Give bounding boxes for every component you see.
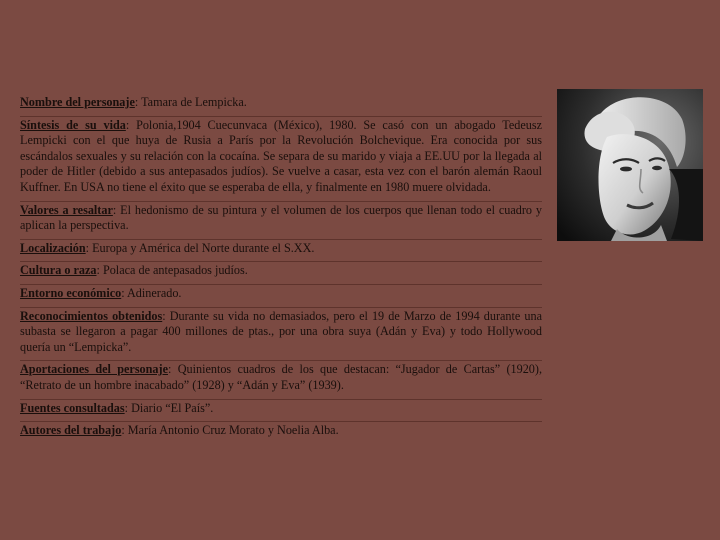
entry-text: El hedonismo de su pintura y el volumen de los cuerpos que llenan todo el cuadro y aplican la perspectiva. [20,202,543,233]
entry-valores: Valores a resaltar: El hedonismo de su pintura y el volumen de los cuerpos que llenan todo el cuadro y aplican la perspectiva. [20,202,543,233]
portrait-photo [557,89,703,241]
entry-label: Reconocimientos obtenidos [20,308,163,323]
content-block [20,95,542,444]
entry-sintesis: Síntesis de su vida: Polonia,1904 Cuecunvaca (México), 1980. Se casó con un abogado Tedeusz Lempicki con el que huya de Rusia a París por la Revolución Bolchevique. Era conocida por sus escándalos sexuales y su relación con la cocaína. Se separa de su marido y viaja a EE.UU por la llegada al poder de Hitler (debido a sus antepasados judíos). Se vuelve a casar, esta vez con el barón alemán Raoul Kuffner. En USA no tiene el éxito que se esperaba de ella, y finalmente en 1980 muere olvidada. [20,117,543,194]
entry-entorno: Entorno económico: Adinerado. [20,284,542,302]
entry-text: María Antonio Cruz Morato y Noelia Alba. [127,423,339,438]
entry-text: Durante su vida no demasiados, pero el 19 de Marzo de 1994 durante una subasta se llegaron a pagar 400 millones de ptas., por una obra suya (Adán y Eva) y todo Hollywood quería un “Lempicka”. [20,308,543,354]
entry-label: Nombre del personaje [20,95,135,109]
entry-label: Autores del trabajo [20,423,122,438]
entry-nombre: Nombre del personaje: Tamara de Lempicka. [20,95,247,109]
entry-label: Fuentes consultadas [20,400,125,415]
entry-localizacion: Localización: Europa y América del Norte durante el S.XX. [20,239,542,257]
entry-label: Localización [20,240,86,255]
portrait-image [557,89,703,241]
entry-fuentes: Fuentes consultadas: Diario “El País”. [20,399,542,417]
entry-text: Tamara de Lempicka. [141,95,247,109]
entry-text: Europa y América del Norte durante el S.XX. [92,240,315,255]
entry-text: Polaca de antepasados judíos. [102,263,248,278]
entry-label: Aportaciones del personaje [20,362,168,377]
entry-autores: Autores del trabajo: María Antonio Cruz Morato y Noelia Alba. [20,421,542,439]
entry-text: Polonia,1904 Cuecunvaca (México), 1980. Se casó con un abogado Tedeusz Lempicki con el que huya de Rusia a París por la Revolución Bolchevique. Era conocida por sus escándalos sexuales y su relación con la cocaína. Se separa de su marido y viaja a EE.UU por la llegada al poder de Hitler (debido a sus antepasados judíos). Se vuelve a casar, esta vez con el barón alemán Raoul Kuffner. En USA no tiene el éxito que se esperaba de ella, y finalmente en 1980 muere olvidada. [20,117,543,194]
entry-aportaciones: Aportaciones del personaje: Quinientos cuadros de los que destacan: “Jugador de Cartas” (1920), “Retrato de un hombre inacabado” (1928) y “Adán y Eva” (1939). [20,362,542,392]
entry-cultura: Cultura o raza: Polaca de antepasados judíos. [20,261,542,279]
entry-text: Diario “El País”. [131,400,214,415]
entry-text: Adinerado. [126,285,182,300]
entry-text: Quinientos cuadros de los que destacan: “Jugador de Cartas” (1920), “Retrato de un hombre inacabado” (1928) y “Adán y Eva” (1939). [20,362,542,392]
entry-label: Entorno económico [20,285,122,300]
entry-reconocimientos: Reconocimientos obtenidos: Durante su vida no demasiados, pero el 19 de Marzo de 1994 durante una subasta se llegaron a pagar 400 millones de ptas., por una obra suya (Adán y Eva) y todo Hollywood quería un “Lempicka”. [20,308,543,354]
entry-label: Cultura o raza [20,263,97,278]
entry-label: Valores a resaltar [20,202,113,217]
entry-label: Síntesis de su vida [20,117,126,132]
